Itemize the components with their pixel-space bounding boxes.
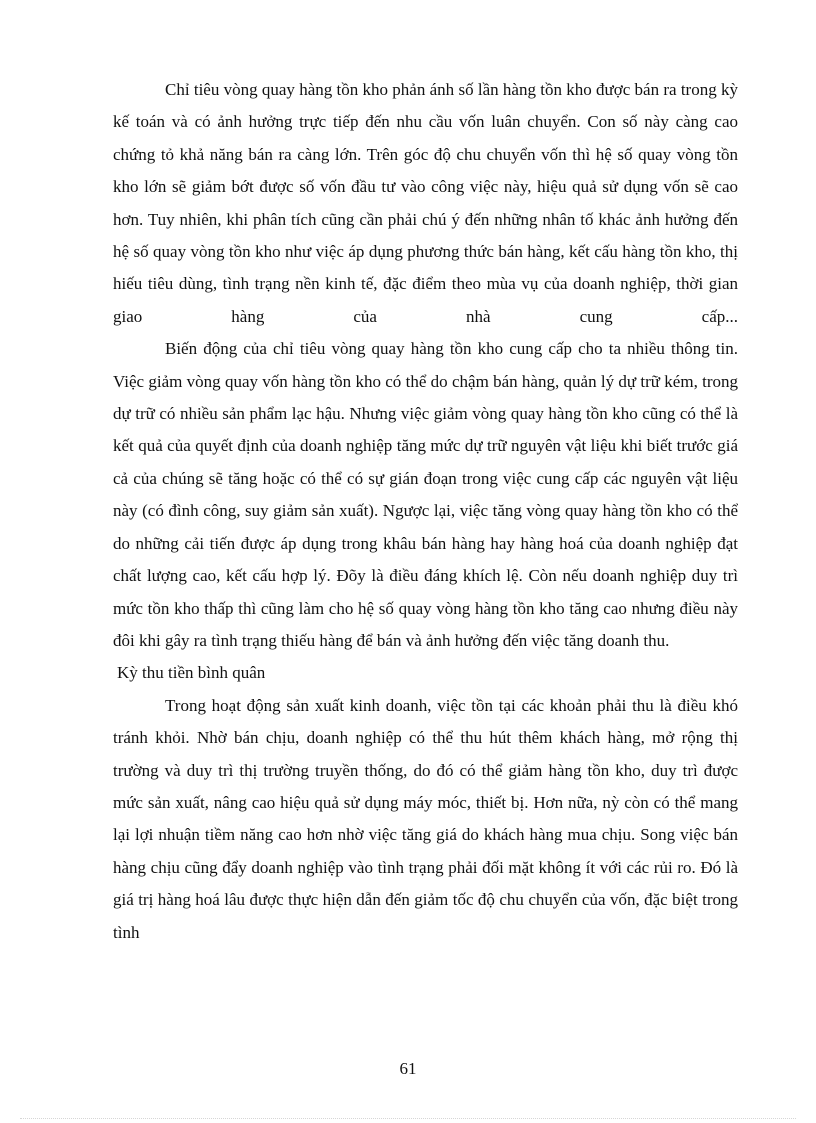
paragraph-inventory-turnover: Chỉ tiêu vòng quay hàng tồn kho phản ánh số lần hàng tồn kho được bán ra trong kỳ kế toán và có ảnh hưởng trực tiếp đến nhu cầu vốn luân chuyển. Con số này càng cao chứng tỏ khả năng bán ra càng lớn. Trên góc độ chu chuyển vốn thì hệ số quay vòng tồn kho lớn sẽ giảm bớt được số vốn đầu tư vào công việc này, hiệu quả sử dụng vốn sẽ cao hơn. Tuy nhiên, khi phân tích cũng cần phải chú ý đến những nhân tố khác ảnh hưởng đến hệ số quay vòng tồn kho như việc áp dụng phương thức bán hàng, kết cấu hàng tồn kho, thị hiếu tiêu dùng, tình trạng nền kinh tế, đặc điểm theo mùa vụ của doanh nghiệp, thời gian giao hàng của nhà cung cấp... bbox=[113, 80, 738, 326]
page-bottom-divider bbox=[20, 1118, 796, 1119]
page-body bbox=[113, 74, 738, 949]
page-number: 61 bbox=[399, 1059, 417, 1078]
paragraph-collection-period: Trong hoạt động sản xuất kinh doanh, việc tồn tại các khoản phải thu là điều khó tránh khỏi. Nhờ bán chịu, doanh nghiệp có thể thu hút thêm khách hàng, mở rộng thị trường và duy trì thị trường truyền thống, do đó có thể giảm hàng tồn kho, duy trì được mức sản xuất, nâng cao hiệu quả sử dụng máy móc, thiết bị. Hơn nữa, nỳ còn có thể mang lại lợi nhuận tiềm năng cao hơn nhờ việc tăng giá do khách hàng mua chịu. Song việc bán hàng chịu cũng đẩy doanh nghiệp vào tình trạng phải đối mặt không ít với các rủi ro. Đó là giá trị hàng hoá lâu được thực hiện dẫn đến giảm tốc độ chu chuyển của vốn, đặc biệt trong tình bbox=[113, 695, 738, 942]
section-heading: Kỳ thu tiền bình quân bbox=[117, 663, 266, 683]
paragraph-inventory-variation: Biến động của chỉ tiêu vòng quay hàng tồn kho cung cấp cho ta nhiều thông tin. Việc giảm vòng quay vốn hàng tồn kho có thể do chậm bán hàng, quản lý dự trữ kém, trong dự trữ có nhiều sản phẩm lạc hậu. Nhưng việc giảm vòng quay hàng tồn kho cũng có thể là kết quả của quyết định của doanh nghiệp tăng mức dự trữ nguyên vật liệu khi biết trước giá cả của chúng sẽ tăng hoặc có thể có sự gián đoạn trong việc cung cấp các nguyên vật liệu này (có đình công, suy giảm sản xuất). Ngược lại, việc tăng vòng quay hàng tồn kho có thể do những cải tiến được áp dụng trong khâu bán hàng hay hàng hoá của doanh nghiệp đạt chất lượng cao, kết cấu hợp lý. Đõy là điều đáng khích lệ. Còn nếu doanh nghiệp duy trì mức tồn kho thấp thì cũng làm cho hệ số quay vòng hàng tồn kho tăng cao nhưng điều này đôi khi gây ra tình trạng thiếu hàng để bán và ảnh hưởng đến việc tăng doanh thu. bbox=[113, 339, 738, 650]
